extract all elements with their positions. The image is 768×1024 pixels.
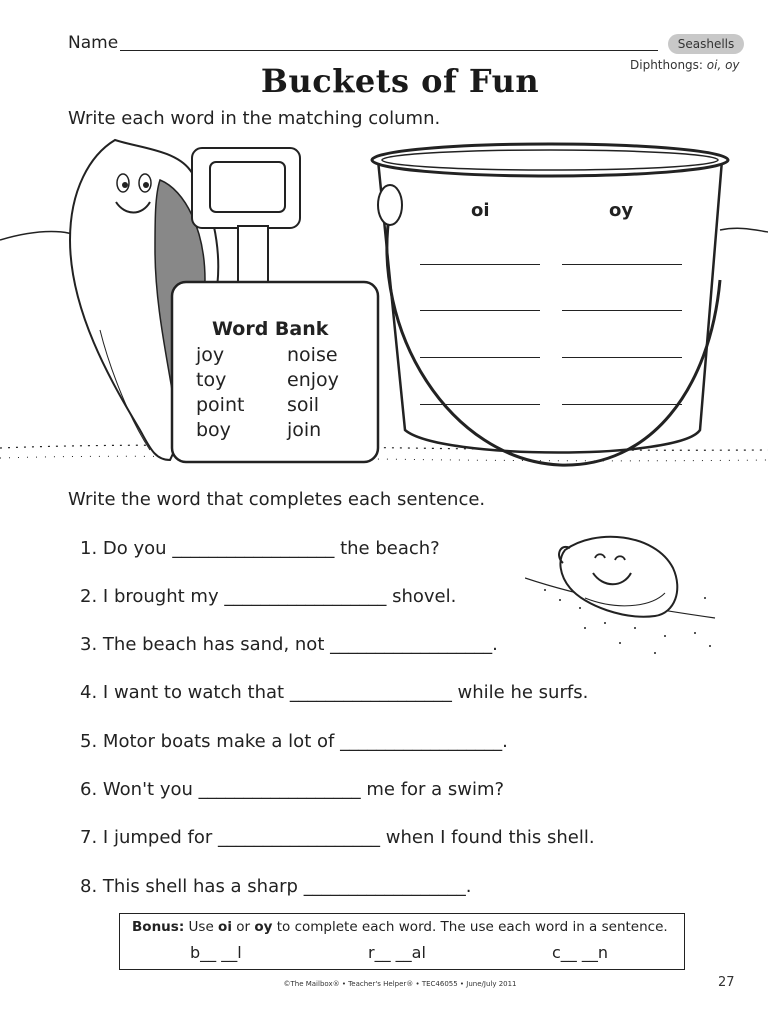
word-bank-word: join — [287, 419, 322, 441]
sentence-number: 5. — [80, 731, 98, 752]
sentence-end: me for a swim? — [366, 779, 505, 800]
sentence-6 — [80, 779, 504, 800]
bonus-text: to complete each word. The use each word in a sentence. — [272, 919, 668, 935]
oi-answer-line[interactable] — [420, 310, 540, 311]
sentence-number: 7. — [80, 827, 98, 848]
sentence-end: when I found this shell. — [385, 827, 595, 848]
bucket-icon — [372, 144, 728, 465]
sentence-start: This shell has a sharp — [102, 876, 298, 897]
sentence-start: Motor boats make a lot of — [102, 731, 335, 752]
sentence-7 — [80, 827, 595, 848]
sentence-start: The beach has sand, not — [102, 634, 325, 655]
answer-blank[interactable]: __________________ — [218, 827, 381, 848]
sentence-8 — [80, 876, 471, 897]
topic-badge: Seashells — [668, 34, 744, 54]
oi-answer-line[interactable] — [420, 404, 540, 405]
sentence-end: the beach? — [340, 538, 440, 559]
bonus-text: Use — [184, 919, 219, 935]
sentence-number: 4. — [80, 682, 98, 703]
word-bank-title: Word Bank — [212, 318, 329, 340]
word-bank-word: toy — [196, 369, 227, 391]
oy-answer-line[interactable] — [562, 264, 682, 265]
part2-instruction: Write the word that completes each sentence. — [68, 489, 486, 510]
page-number: 27 — [718, 975, 735, 990]
oi-answer-line[interactable] — [420, 264, 540, 265]
sentence-number: 8. — [80, 876, 98, 897]
sentence-5 — [80, 731, 508, 752]
sentence-number: 2. — [80, 586, 98, 607]
sentence-start: I brought my — [102, 586, 219, 607]
column-oy-header: oy — [609, 200, 634, 221]
answer-blank[interactable]: __________________ — [330, 634, 493, 655]
column-oi-header: oi — [471, 200, 490, 221]
sentence-number: 6. — [80, 779, 98, 800]
sentence-2 — [80, 586, 456, 607]
sentence-3 — [80, 634, 498, 655]
bonus-word[interactable]: b__ __l — [190, 943, 242, 962]
bonus-text: or — [231, 919, 255, 935]
name-label: Name — [68, 33, 119, 53]
oy-answer-line[interactable] — [562, 404, 682, 405]
word-bank-word: joy — [196, 344, 225, 366]
beach-illustration — [0, 130, 768, 480]
answer-blank[interactable]: __________________ — [303, 876, 466, 897]
sentence-end: shovel. — [392, 586, 457, 607]
sentence-4 — [80, 682, 588, 703]
oy-answer-line[interactable] — [562, 357, 682, 358]
sentence-start: Won't you — [102, 779, 193, 800]
answer-blank[interactable]: __________________ — [224, 586, 387, 607]
answer-blank[interactable]: __________________ — [198, 779, 361, 800]
sentence-start: I jumped for — [102, 827, 213, 848]
word-bank-word: soil — [287, 394, 320, 416]
sentence-end: . — [502, 731, 508, 752]
sentence-1 — [80, 538, 440, 559]
smiling-shell-illustration — [525, 528, 725, 668]
answer-blank[interactable]: __________________ — [289, 682, 452, 703]
sentence-start: I want to watch that — [102, 682, 285, 703]
word-bank-word: enjoy — [287, 369, 339, 391]
word-bank-word: noise — [287, 344, 338, 366]
diphthongs-value: oi, oy — [706, 58, 740, 72]
diphthongs-prefix: Diphthongs: — [630, 58, 707, 72]
bonus-oi: oi — [218, 919, 232, 935]
bonus-word[interactable]: r__ __al — [368, 943, 426, 962]
word-bank-word: boy — [196, 419, 231, 441]
sentence-end: . — [465, 876, 472, 897]
word-bank-word: point — [196, 394, 245, 416]
bonus-label: Bonus: — [132, 919, 185, 935]
sentence-number: 3. — [80, 634, 98, 655]
smiling-shell-icon — [525, 537, 715, 654]
answer-blank[interactable]: __________________ — [340, 731, 503, 752]
page-title: Buckets of Fun — [260, 62, 540, 100]
sentence-end: while he surfs. — [457, 682, 589, 703]
answer-blank[interactable]: __________________ — [172, 538, 335, 559]
bonus-word[interactable]: c__ __n — [552, 943, 609, 962]
oy-answer-line[interactable] — [562, 310, 682, 311]
oi-answer-line[interactable] — [420, 357, 540, 358]
sentence-start: Do you — [102, 538, 167, 559]
name-line[interactable] — [120, 50, 658, 51]
sentence-end: . — [492, 634, 498, 655]
sentence-number: 1. — [80, 538, 98, 559]
footer-credit: ©The Mailbox® • Teacher's Helper® • TEC46055 • June/July 2011 — [283, 980, 517, 988]
bonus-instruction — [132, 919, 668, 935]
part1-instruction: Write each word in the matching column. — [68, 108, 441, 129]
bonus-oy: oy — [254, 919, 273, 935]
